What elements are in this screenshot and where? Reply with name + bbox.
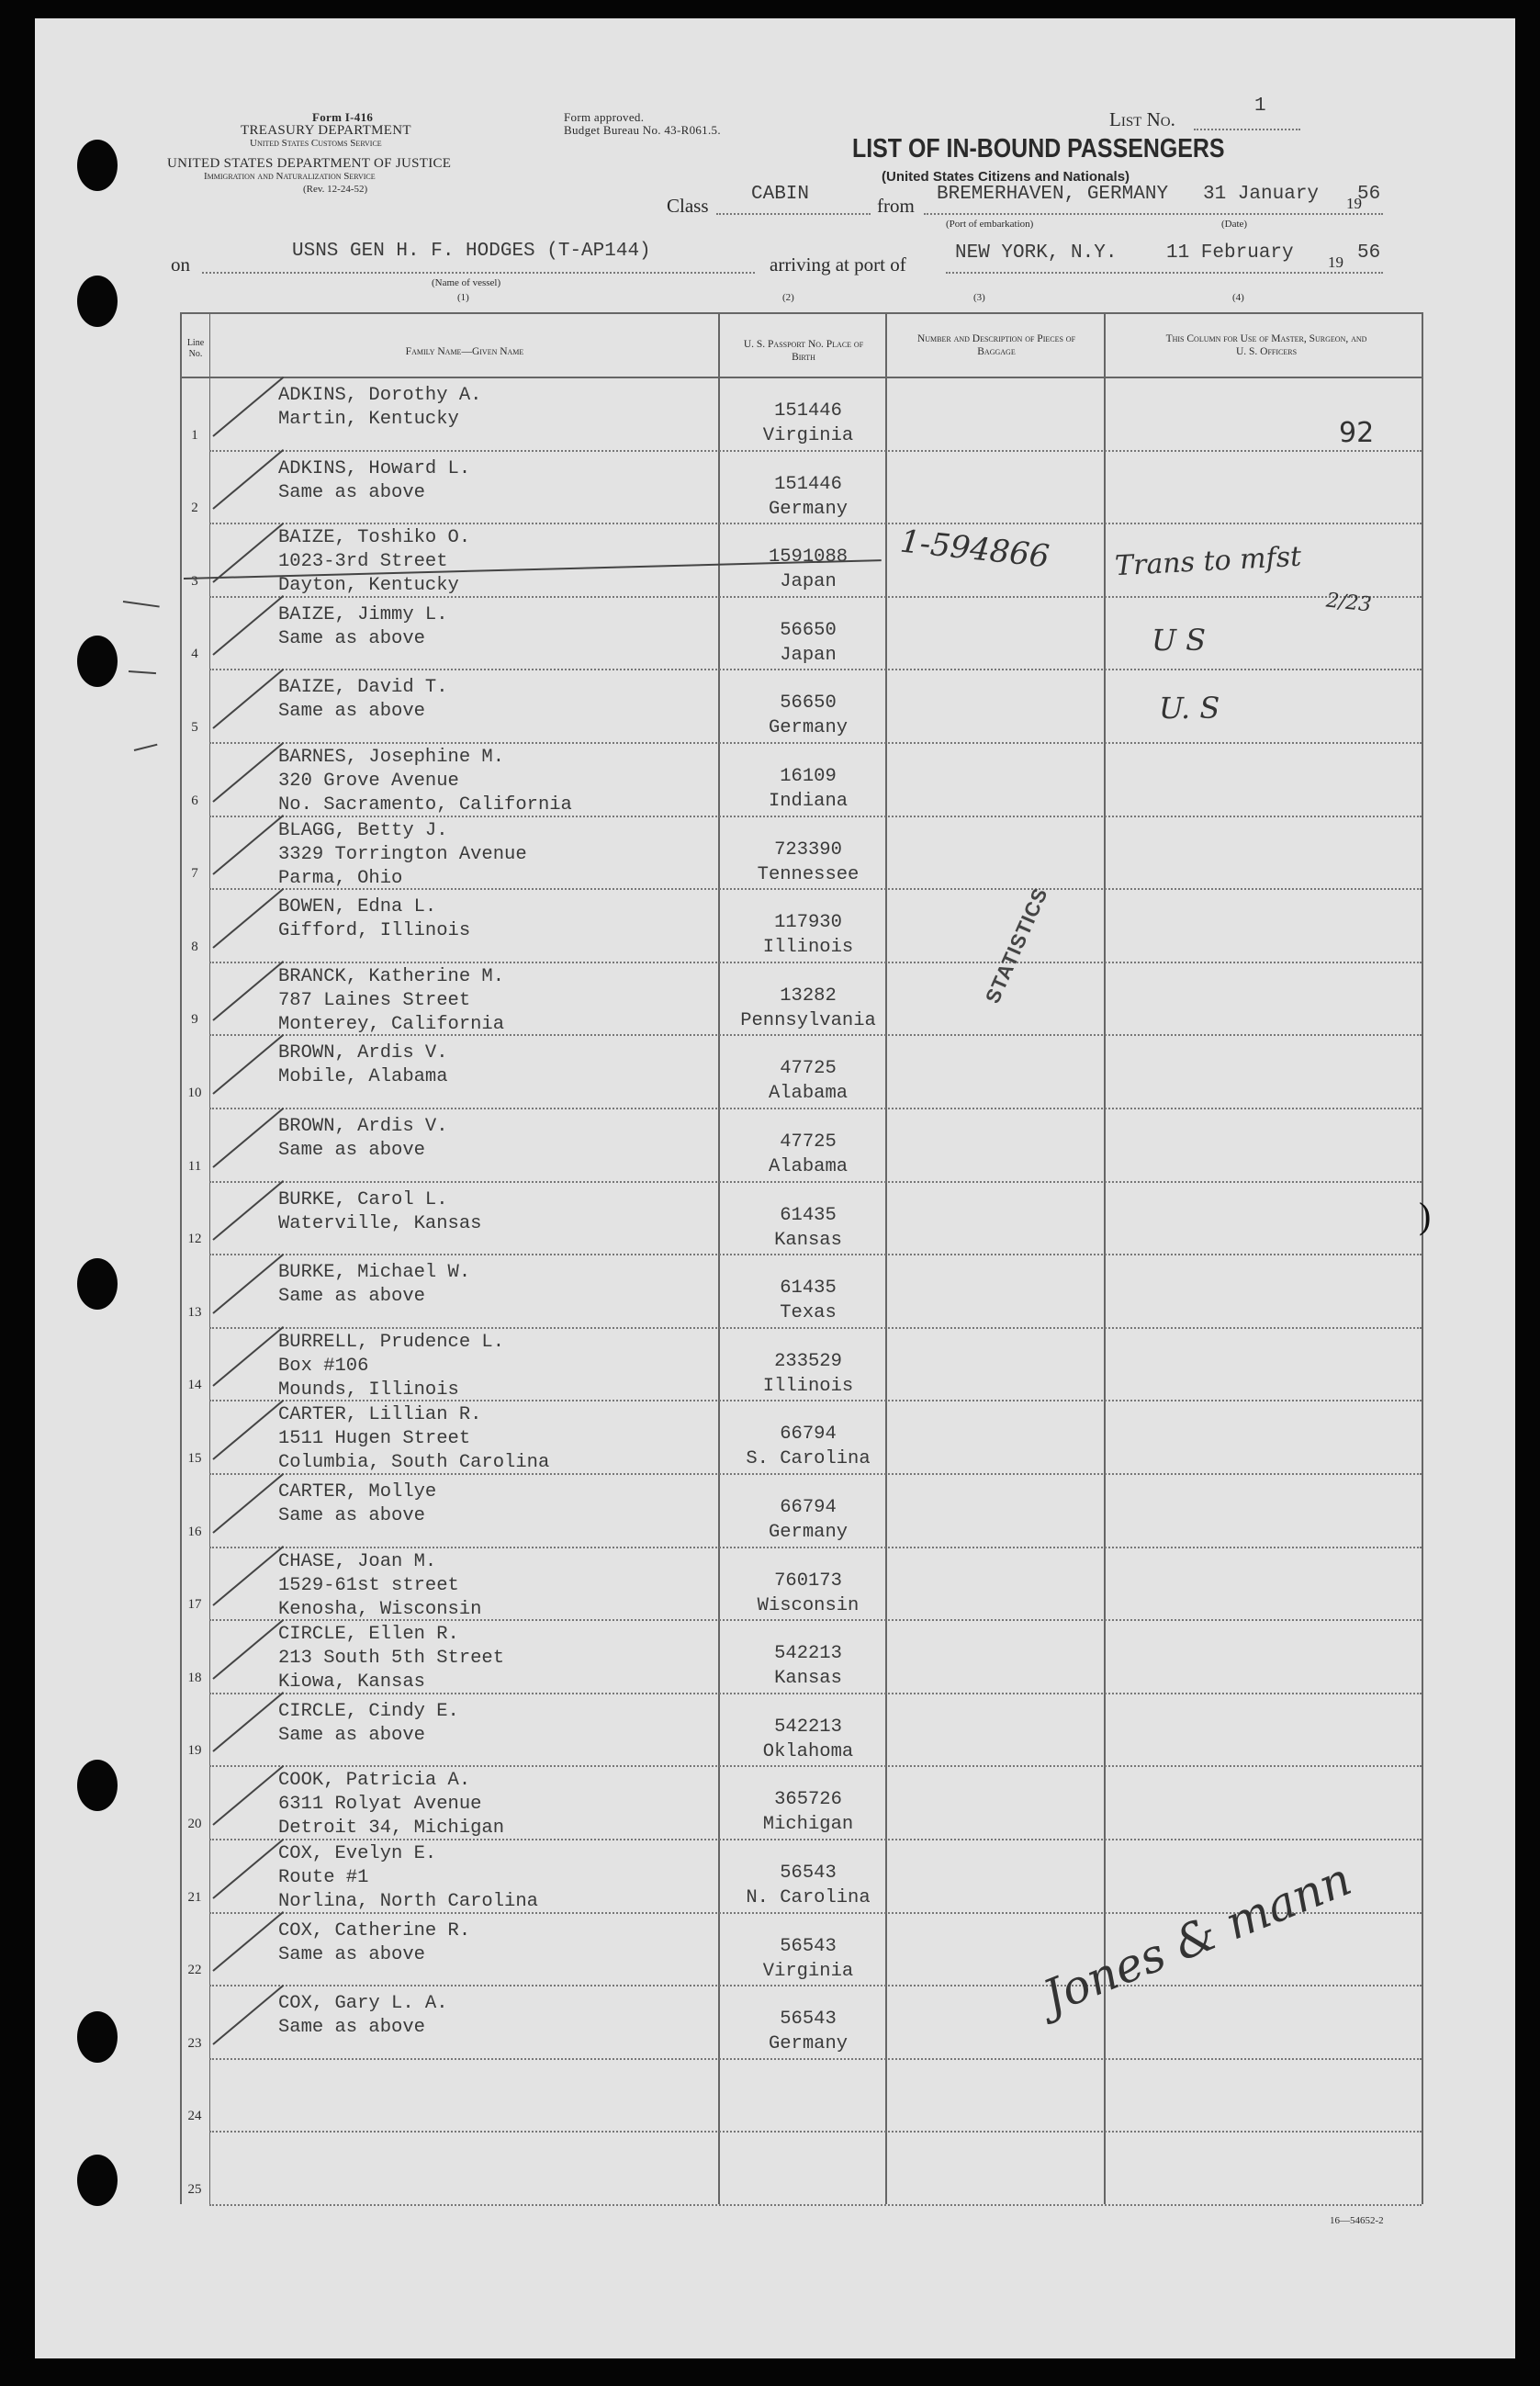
passenger-name: CIRCLE, Ellen R. [278,1624,459,1646]
place-of-birth: Germany [768,1522,849,1543]
passport-cell [716,545,900,594]
passport-cell [716,1641,900,1691]
line-number: 11 [187,1158,202,1174]
passenger-address: Same as above [278,1943,425,1965]
row-divider [209,1181,1422,1183]
passenger-entry [278,895,470,943]
passenger-name: COX, Gary L. A. [278,1993,448,2015]
form-number: Form I-416 [312,110,374,124]
date-from-value: 31 January [1203,184,1320,205]
passenger-address: 213 South 5th Street [278,1648,505,1670]
passenger-entry [278,676,448,724]
line-number: 8 [191,939,198,954]
passport-cell [716,910,900,960]
table-left-border [180,312,182,2204]
passport-cell [716,399,900,448]
passenger-name: BROWN, Ardis V. [278,1116,448,1137]
passport-cell [716,1861,900,1910]
punch-hole [77,1760,118,1811]
passport-number: 47725 [780,1131,837,1153]
passenger-address: Norlina, North Carolina [278,1891,538,1912]
customs-label: United States Customs Service [250,138,382,149]
passenger-address: Martin, Kentucky [278,409,459,430]
place-of-birth: Texas [780,1302,837,1324]
statistics-stamp: STATISTICS [981,883,1052,1007]
passenger-entry [278,1480,436,1528]
passenger-entry [278,1623,504,1694]
passenger-address: Same as above [278,1724,425,1746]
passenger-address: No. Sacramento, California [278,794,572,816]
place-of-birth: N. Carolina [746,1887,871,1908]
vessel-caption: (Name of vessel) [432,277,501,288]
passenger-address: Kenosha, Wisconsin [278,1598,482,1620]
row-divider [209,1765,1422,1767]
line-number: 21 [187,1889,202,1905]
approved-label: Form approved. [564,110,645,124]
year-value-1: 56 [1357,184,1381,205]
row-divider [209,1254,1422,1255]
passenger-address: Box #106 [278,1355,369,1377]
line-number: 24 [187,2109,202,2124]
line-number: 13 [187,1304,202,1320]
passport-number: 151446 [774,473,842,495]
line-number: 20 [187,1817,202,1831]
line-number: 4 [191,647,198,662]
vessel-line [202,272,755,274]
punch-hole [77,1258,118,1310]
passenger-name: CARTER, Mollye [278,1481,437,1503]
passenger-address: Same as above [278,481,425,503]
passenger-name: COX, Catherine R. [278,1919,471,1941]
passport-cell [716,1787,900,1837]
passenger-entry [278,1188,481,1236]
punch-hole [77,276,118,327]
passport-number: 61435 [780,1204,837,1226]
revision-label: (Rev. 12-24-52) [303,184,368,195]
place-of-birth: Kansas [774,1229,842,1251]
passport-cell [716,1569,900,1618]
passenger-address: Parma, Ohio [278,867,403,889]
arrival-line [946,272,1383,274]
passenger-entry [278,965,504,1037]
class-line [716,213,871,215]
line-number: 6 [191,793,198,808]
year-value-2: 56 [1357,242,1381,264]
passport-cell [716,691,900,740]
line-number: 22 [187,1963,202,1978]
passenger-address: Detroit 34, Michigan [278,1818,505,1840]
passport-number: 233529 [774,1350,842,1372]
passenger-address: 1529-61st street [278,1574,459,1596]
place-of-birth: Tennessee [757,863,860,885]
date-caption: (Date) [1221,219,1248,230]
row-divider [209,962,1422,963]
officer-note-us-2: U. S [1159,691,1220,726]
place-of-birth: Illinois [762,937,854,959]
inspector-signature: Jones & mann [1036,1851,1359,2024]
place-of-birth: Alabama [768,1156,849,1177]
passport-cell [716,472,900,522]
place-of-birth: Oklahoma [762,1740,854,1762]
place-of-birth: Japan [780,571,837,593]
line-number: 17 [187,1597,202,1613]
caption-3: (3) [973,292,985,303]
passport-number: 117930 [774,912,842,934]
list-no-label: List No. [1109,108,1175,130]
class-value: CABIN [751,184,810,205]
passenger-name: ADKINS, Dorothy A. [278,385,482,406]
passenger-name: COOK, Patricia A. [278,1770,471,1792]
passenger-name: BAIZE, Toshiko O. [278,527,471,549]
place-of-birth: Germany [768,498,849,520]
passenger-entry [278,819,527,891]
place-of-birth: Virginia [762,1960,854,1982]
line-number: 16 [187,1524,202,1539]
punch-hole [77,140,118,191]
passport-number: 56650 [780,619,837,641]
page-title: LIST OF IN-BOUND PASSENGERS [852,134,1225,163]
punch-hole [77,2155,118,2206]
line-number: 5 [191,720,198,735]
from-value: BREMERHAVEN, GERMANY [937,184,1169,205]
footer-code: 16—54652-2 [1330,2215,1384,2226]
officer-note-transfer: Trans to mfst [1114,540,1302,583]
passenger-name: BRANCK, Katherine M. [278,965,505,987]
row-divider [209,1327,1422,1329]
passenger-name: ADKINS, Howard L. [278,457,471,479]
passenger-name: BLAGG, Betty J. [278,819,448,841]
place-of-birth: Indiana [768,791,849,812]
passenger-name: BOWEN, Edna L. [278,896,437,918]
year-prefix-1: 19 [1346,195,1362,212]
passenger-entry [278,1550,481,1622]
table-header-rule [180,377,1422,378]
place-of-birth: Illinois [762,1375,854,1397]
passport-number: 56543 [780,2009,837,2031]
passenger-entry [278,1331,504,1402]
passenger-name: BROWN, Ardis V. [278,1042,448,1064]
place-of-birth: Michigan [762,1814,854,1836]
justice-label: UNITED STATES DEPARTMENT OF JUSTICE [167,156,452,171]
officer-note-date: 2/23 [1324,589,1373,617]
column-header-baggage: Number and Description of Pieces of Baggage [916,333,1076,357]
port-value: NEW YORK, N.Y. [955,242,1118,264]
passenger-entry [278,1919,470,1967]
line-number: 3 [191,573,198,589]
place-of-birth: Pennsylvania [740,1009,876,1031]
passenger-entry [278,457,470,505]
passport-number: 66794 [780,1497,837,1518]
row-divider [209,2058,1422,2060]
place-of-birth: Germany [768,2033,849,2055]
passport-cell [716,984,900,1033]
passenger-entry [278,746,572,817]
row-divider [209,2131,1422,2133]
passenger-name: COX, Evelyn E. [278,1843,437,1864]
column-header-name: Family Name—Given Name [405,346,524,357]
line-number: 25 [187,2182,202,2197]
passport-number: 16109 [780,766,837,787]
passport-cell [716,1934,900,1984]
passenger-entry [278,603,448,651]
passenger-count: 92 [1339,417,1375,449]
passport-number: 61435 [780,1277,837,1300]
list-no-line [1194,129,1300,130]
passenger-name: CIRCLE, Cindy E. [278,1700,459,1722]
passenger-address: Same as above [278,1505,425,1526]
vessel-value: USNS GEN H. F. HODGES (T-AP144) [292,241,651,262]
passenger-entry [278,384,481,432]
passenger-address: Dayton, Kentucky [278,575,459,597]
passenger-name: BURKE, Michael W. [278,1262,471,1284]
passenger-address: Same as above [278,627,425,649]
list-no-value: 1 [1254,96,1266,117]
place-of-birth: Japan [780,644,837,666]
passenger-entry [278,1992,448,2040]
arriving-label: arriving at port of [770,253,906,276]
port-embark-caption: (Port of embarkation) [946,219,1034,230]
baggage-handwriting: 1-594866 [898,523,1051,576]
passenger-name: CARTER, Lillian R. [278,1404,482,1426]
caption-4: (4) [1232,292,1244,303]
place-of-birth: Wisconsin [757,1594,860,1616]
column-header-officers: This Column for Use of Master, Surgeon, and U. S. Officers [1165,333,1367,357]
passenger-address: 1511 Hugen Street [278,1428,471,1450]
passenger-name: BAIZE, David T. [278,677,448,699]
passenger-address: Monterey, California [278,1013,505,1035]
row-divider [209,450,1422,452]
passenger-address: Mounds, Illinois [278,1379,459,1401]
line-number: 14 [187,1378,202,1393]
passenger-address: Waterville, Kansas [278,1212,482,1234]
passenger-entry [278,1842,538,1914]
passport-number: 760173 [774,1570,842,1592]
edge-mark: ) [1419,1195,1432,1236]
passenger-entry [278,526,470,598]
passenger-entry [278,1261,470,1309]
treasury-label: TREASURY DEPARTMENT [241,123,411,138]
passport-cell [716,2007,900,2056]
passport-cell [716,1715,900,1764]
passenger-address: Same as above [278,1286,425,1308]
passenger-address: 1023-3rd Street [278,551,448,573]
passport-number: 66794 [780,1424,837,1446]
row-divider [209,1547,1422,1548]
officer-note-us-1: U S [1152,623,1207,658]
passport-cell [716,1130,900,1179]
line-number: 2 [191,501,198,516]
passenger-address: Gifford, Illinois [278,920,471,942]
passenger-address: Same as above [278,1140,425,1161]
place-of-birth: Germany [768,717,849,739]
passport-cell [716,1349,900,1399]
passport-cell [716,618,900,668]
line-number: 15 [187,1451,202,1466]
passenger-address: Same as above [278,701,425,723]
place-of-birth: Alabama [768,1083,849,1105]
caption-2: (2) [782,292,794,303]
passenger-name: BURRELL, Prudence L. [278,1331,505,1353]
passport-number: 151446 [774,400,842,422]
row-divider [209,1985,1422,1986]
from-label: from [877,195,915,217]
ins-label: Immigration and Naturalization Service [204,171,376,182]
passport-cell [716,838,900,887]
passenger-name: BAIZE, Jimmy L. [278,603,448,625]
class-label: Class [667,195,709,217]
row-divider [209,669,1422,670]
line-number: 18 [187,1670,202,1685]
passport-number: 47725 [780,1058,837,1080]
year-prefix-2: 19 [1328,253,1343,271]
passenger-entry [278,1700,459,1748]
passenger-name: CHASE, Joan M. [278,1550,437,1572]
line-number: 10 [187,1086,202,1100]
budget-label: Budget Bureau No. 43-R061.5. [564,123,721,137]
passport-number: 723390 [774,838,842,861]
passenger-address: 6311 Rolyat Avenue [278,1794,482,1816]
passport-cell [716,1422,900,1471]
row-divider [209,523,1422,524]
passenger-entry [278,1403,549,1475]
row-divider [209,742,1422,744]
passenger-name: BARNES, Josephine M. [278,747,505,768]
line-number: 19 [187,1743,202,1759]
passport-number: 13282 [780,985,837,1007]
line-number: 1 [191,427,198,443]
column-header-line-no: Line No. [186,338,205,359]
passenger-address: Mobile, Alabama [278,1066,448,1088]
from-line [924,213,1383,215]
place-of-birth: S. Carolina [746,1448,871,1470]
passport-cell [716,1056,900,1106]
passenger-address: 320 Grove Avenue [278,771,459,792]
place-of-birth: Kansas [774,1668,842,1690]
row-divider [209,1108,1422,1109]
passenger-entry [278,1115,448,1163]
line-number: 12 [187,1232,202,1247]
column-header-passport: U. S. Passport No. Place of Birth [743,339,864,363]
passport-number: 542213 [774,1643,842,1665]
row-divider [209,2204,1422,2206]
passport-number: 1591088 [768,546,849,568]
passenger-address: Columbia, South Carolina [278,1452,550,1474]
passport-cell [716,1276,900,1325]
punch-hole [77,2011,118,2063]
caption-1: (1) [457,292,469,303]
line-number: 9 [191,1012,198,1028]
passport-number: 56650 [780,692,837,715]
passenger-entry [278,1769,504,1840]
passport-cell [716,1203,900,1253]
passport-number: 56543 [780,1863,837,1884]
passenger-address: 3329 Torrington Avenue [278,843,527,865]
passport-number: 542213 [774,1716,842,1738]
place-of-birth: Virginia [762,425,854,446]
passenger-address: Same as above [278,2017,425,2039]
table-right-border [1422,312,1423,2204]
passenger-address: Route #1 [278,1867,369,1888]
punch-hole [77,636,118,687]
passport-cell [716,1495,900,1545]
passport-number: 56543 [780,1935,837,1957]
date-arrive-value: 11 February [1166,242,1294,264]
on-label: on [171,253,190,276]
passenger-name: BURKE, Carol L. [278,1188,448,1210]
line-number: 7 [191,866,198,882]
passenger-address: 787 Laines Street [278,989,471,1011]
line-number: 23 [187,2035,202,2051]
passport-number: 365726 [774,1789,842,1811]
table-top-rule [180,312,1422,314]
page-subtitle: (United States Citizens and Nationals) [882,169,1130,185]
passenger-address: Kiowa, Kansas [278,1671,425,1694]
passport-cell [716,764,900,814]
passenger-entry [278,1041,448,1089]
